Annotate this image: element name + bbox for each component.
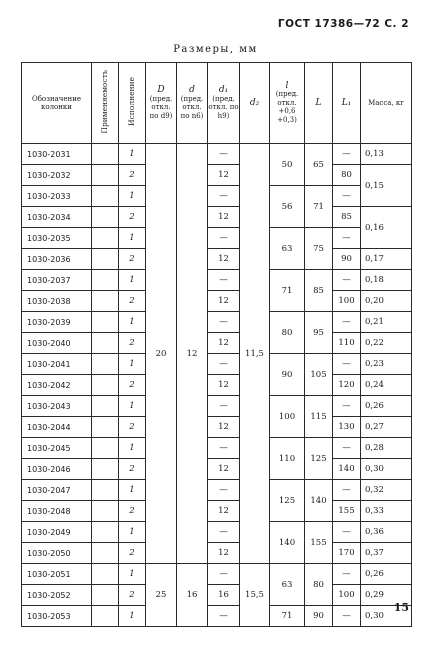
- cell-d1: 12: [208, 417, 240, 438]
- cell-application: [92, 438, 119, 459]
- cell-mass: 0,20: [361, 291, 412, 312]
- cell-D: 20: [146, 144, 177, 564]
- table-header-row: [22, 63, 412, 144]
- cell-version: 2: [119, 333, 146, 354]
- cell-designation: 1030-2032: [22, 165, 92, 186]
- cell-d: 16: [177, 564, 208, 627]
- cell-L1: 170: [333, 543, 361, 564]
- cell-application: [92, 375, 119, 396]
- cell-version: 1: [119, 606, 146, 627]
- cell-l: 71: [270, 270, 305, 312]
- cell-l: 50: [270, 144, 305, 186]
- standard-header: ГОСТ 17386—72 С. 2: [277, 18, 409, 30]
- cell-designation: 1030-2052: [22, 585, 92, 606]
- cell-version: 2: [119, 375, 146, 396]
- cell-mass: 0,33: [361, 501, 412, 522]
- cell-application: [92, 480, 119, 501]
- cell-version: 1: [119, 480, 146, 501]
- cell-version: 1: [119, 312, 146, 333]
- table-row: [22, 606, 412, 627]
- cell-d1: —: [208, 396, 240, 417]
- table-row: [22, 354, 412, 375]
- page-number: 15: [393, 601, 409, 614]
- cell-application: [92, 354, 119, 375]
- cell-application: [92, 291, 119, 312]
- table-row: [22, 396, 412, 417]
- cell-mass: 0,26: [361, 564, 412, 585]
- cell-application: [92, 396, 119, 417]
- cell-l: 80: [270, 312, 305, 354]
- cell-l: 71: [270, 606, 305, 627]
- cell-L1: 140: [333, 459, 361, 480]
- cell-application: [92, 333, 119, 354]
- cell-L: 155: [305, 522, 333, 564]
- cell-version: 2: [119, 291, 146, 312]
- cell-d: 12: [177, 144, 208, 564]
- cell-L: 115: [305, 396, 333, 438]
- dimensions-caption: Размеры, мм: [173, 44, 258, 55]
- cell-application: [92, 501, 119, 522]
- cell-L1: —: [333, 480, 361, 501]
- cell-L: 125: [305, 438, 333, 480]
- cell-version: 1: [119, 354, 146, 375]
- cell-L1: 90: [333, 249, 361, 270]
- cell-L1: —: [333, 396, 361, 417]
- cell-L1: 130: [333, 417, 361, 438]
- col-header-d1: d₁ (пред. откл. по h9): [208, 63, 240, 144]
- table-row: [22, 186, 412, 207]
- col-header-application: Применяемость: [92, 63, 119, 144]
- table-row: [22, 375, 412, 396]
- cell-application: [92, 312, 119, 333]
- col-header-L: L: [305, 63, 333, 144]
- cell-l: 125: [270, 480, 305, 522]
- cell-mass: 0,16: [361, 207, 412, 249]
- cell-designation: 1030-2047: [22, 480, 92, 501]
- cell-l: 63: [270, 228, 305, 270]
- cell-designation: 1030-2034: [22, 207, 92, 228]
- cell-L: 80: [305, 564, 333, 606]
- cell-designation: 1030-2036: [22, 249, 92, 270]
- cell-d1: 16: [208, 585, 240, 606]
- cell-L: 75: [305, 228, 333, 270]
- cell-designation: 1030-2044: [22, 417, 92, 438]
- cell-version: 1: [119, 396, 146, 417]
- table-row: [22, 207, 412, 228]
- cell-d1: 12: [208, 291, 240, 312]
- cell-l: 110: [270, 438, 305, 480]
- cell-designation: 1030-2043: [22, 396, 92, 417]
- cell-l: 140: [270, 522, 305, 564]
- cell-version: 2: [119, 417, 146, 438]
- cell-L1: 110: [333, 333, 361, 354]
- col-header-designation: Обозначение колонки: [22, 63, 92, 144]
- cell-mass: 0,24: [361, 375, 412, 396]
- cell-designation: 1030-2035: [22, 228, 92, 249]
- cell-L1: 100: [333, 585, 361, 606]
- cell-mass: 0,13: [361, 144, 412, 165]
- table-row: [22, 438, 412, 459]
- cell-d1: 12: [208, 165, 240, 186]
- cell-L1: 100: [333, 291, 361, 312]
- cell-L1: —: [333, 354, 361, 375]
- cell-mass: 0,26: [361, 396, 412, 417]
- cell-version: 1: [119, 144, 146, 165]
- cell-d1: —: [208, 186, 240, 207]
- col-header-d2: d₂: [240, 63, 270, 144]
- cell-L1: 120: [333, 375, 361, 396]
- table-row: [22, 228, 412, 249]
- table-row: [22, 165, 412, 186]
- cell-application: [92, 270, 119, 291]
- cell-designation: 1030-2033: [22, 186, 92, 207]
- cell-mass: 0,30: [361, 606, 412, 627]
- cell-L1: —: [333, 228, 361, 249]
- cell-L: 95: [305, 312, 333, 354]
- cell-version: 1: [119, 228, 146, 249]
- col-header-L1: L₁: [333, 63, 361, 144]
- cell-designation: 1030-2050: [22, 543, 92, 564]
- cell-designation: 1030-2037: [22, 270, 92, 291]
- col-header-version: Исполнение: [119, 63, 146, 144]
- cell-mass: 0,18: [361, 270, 412, 291]
- cell-version: 2: [119, 459, 146, 480]
- cell-L1: —: [333, 144, 361, 165]
- cell-version: 2: [119, 585, 146, 606]
- cell-mass: 0,27: [361, 417, 412, 438]
- cell-L: 105: [305, 354, 333, 396]
- cell-d1: 12: [208, 207, 240, 228]
- cell-d1: 12: [208, 333, 240, 354]
- cell-mass: 0,29: [361, 585, 412, 606]
- cell-version: 1: [119, 270, 146, 291]
- cell-designation: 1030-2045: [22, 438, 92, 459]
- cell-L1: —: [333, 564, 361, 585]
- cell-designation: 1030-2042: [22, 375, 92, 396]
- cell-designation: 1030-2038: [22, 291, 92, 312]
- cell-l: 56: [270, 186, 305, 228]
- col-header-d: d (пред. откл. по n6): [177, 63, 208, 144]
- cell-designation: 1030-2051: [22, 564, 92, 585]
- cell-L1: —: [333, 312, 361, 333]
- cell-mass: 0,15: [361, 165, 412, 207]
- cell-version: 1: [119, 522, 146, 543]
- cell-version: 2: [119, 165, 146, 186]
- cell-mass: 0,28: [361, 438, 412, 459]
- table-row: [22, 270, 412, 291]
- cell-application: [92, 543, 119, 564]
- cell-designation: 1030-2040: [22, 333, 92, 354]
- cell-version: 2: [119, 249, 146, 270]
- cell-designation: 1030-2039: [22, 312, 92, 333]
- cell-mass: 0,23: [361, 354, 412, 375]
- table-row: [22, 480, 412, 501]
- cell-L1: 85: [333, 207, 361, 228]
- cell-L: 85: [305, 270, 333, 312]
- table-row: [22, 543, 412, 564]
- cell-D: 25: [146, 564, 177, 627]
- cell-mass: 0,37: [361, 543, 412, 564]
- cell-d1: 12: [208, 501, 240, 522]
- cell-mass: 0,21: [361, 312, 412, 333]
- cell-application: [92, 228, 119, 249]
- col-header-D: D (пред. откл. по d9): [146, 63, 177, 144]
- table-row: [22, 144, 412, 165]
- table-row: [22, 585, 412, 606]
- cell-l: 90: [270, 354, 305, 396]
- cell-d1: —: [208, 522, 240, 543]
- cell-d1: —: [208, 144, 240, 165]
- cell-application: [92, 186, 119, 207]
- cell-designation: 1030-2031: [22, 144, 92, 165]
- cell-L: 140: [305, 480, 333, 522]
- cell-L: 90: [305, 606, 333, 627]
- cell-d1: —: [208, 228, 240, 249]
- cell-version: 2: [119, 207, 146, 228]
- cell-L1: 80: [333, 165, 361, 186]
- cell-application: [92, 144, 119, 165]
- col-header-mass: Масса, кг: [361, 63, 412, 144]
- col-header-l: l (пред. откл. +0,6 +0,3): [270, 63, 305, 144]
- cell-version: 1: [119, 438, 146, 459]
- cell-version: 1: [119, 186, 146, 207]
- cell-d1: 12: [208, 249, 240, 270]
- table-row: [22, 522, 412, 543]
- cell-designation: 1030-2049: [22, 522, 92, 543]
- cell-application: [92, 522, 119, 543]
- cell-mass: 0,17: [361, 249, 412, 270]
- cell-application: [92, 564, 119, 585]
- cell-application: [92, 207, 119, 228]
- table-row: [22, 249, 412, 270]
- cell-d1: 12: [208, 543, 240, 564]
- cell-designation: 1030-2041: [22, 354, 92, 375]
- table-row: [22, 291, 412, 312]
- cell-L: 71: [305, 186, 333, 228]
- cell-d1: —: [208, 564, 240, 585]
- cell-mass: 0,30: [361, 459, 412, 480]
- cell-L1: —: [333, 522, 361, 543]
- cell-application: [92, 249, 119, 270]
- cell-L1: —: [333, 270, 361, 291]
- table-row: [22, 312, 412, 333]
- cell-d1: —: [208, 354, 240, 375]
- cell-d1: —: [208, 480, 240, 501]
- cell-l: 63: [270, 564, 305, 606]
- cell-d1: —: [208, 438, 240, 459]
- cell-L1: —: [333, 606, 361, 627]
- table-row: [22, 564, 412, 585]
- cell-d1: —: [208, 312, 240, 333]
- cell-d1: 12: [208, 375, 240, 396]
- table-row: [22, 333, 412, 354]
- cell-L1: —: [333, 186, 361, 207]
- cell-d1: 12: [208, 459, 240, 480]
- cell-L1: 155: [333, 501, 361, 522]
- cell-application: [92, 459, 119, 480]
- table-row: [22, 459, 412, 480]
- cell-version: 1: [119, 564, 146, 585]
- cell-mass: 0,32: [361, 480, 412, 501]
- cell-mass: 0,36: [361, 522, 412, 543]
- cell-d1: —: [208, 606, 240, 627]
- cell-designation: 1030-2053: [22, 606, 92, 627]
- table-row: [22, 501, 412, 522]
- cell-d2: 15,5: [240, 564, 270, 627]
- cell-d1: —: [208, 270, 240, 291]
- cell-d2: 11,5: [240, 144, 270, 564]
- cell-application: [92, 585, 119, 606]
- cell-designation: 1030-2046: [22, 459, 92, 480]
- cell-designation: 1030-2048: [22, 501, 92, 522]
- cell-mass: 0,22: [361, 333, 412, 354]
- cell-application: [92, 606, 119, 627]
- cell-version: 2: [119, 543, 146, 564]
- cell-L1: —: [333, 438, 361, 459]
- cell-version: 2: [119, 501, 146, 522]
- cell-application: [92, 417, 119, 438]
- table-row: [22, 417, 412, 438]
- cell-application: [92, 165, 119, 186]
- dimensions-table: [21, 62, 412, 627]
- cell-l: 100: [270, 396, 305, 438]
- cell-L: 65: [305, 144, 333, 186]
